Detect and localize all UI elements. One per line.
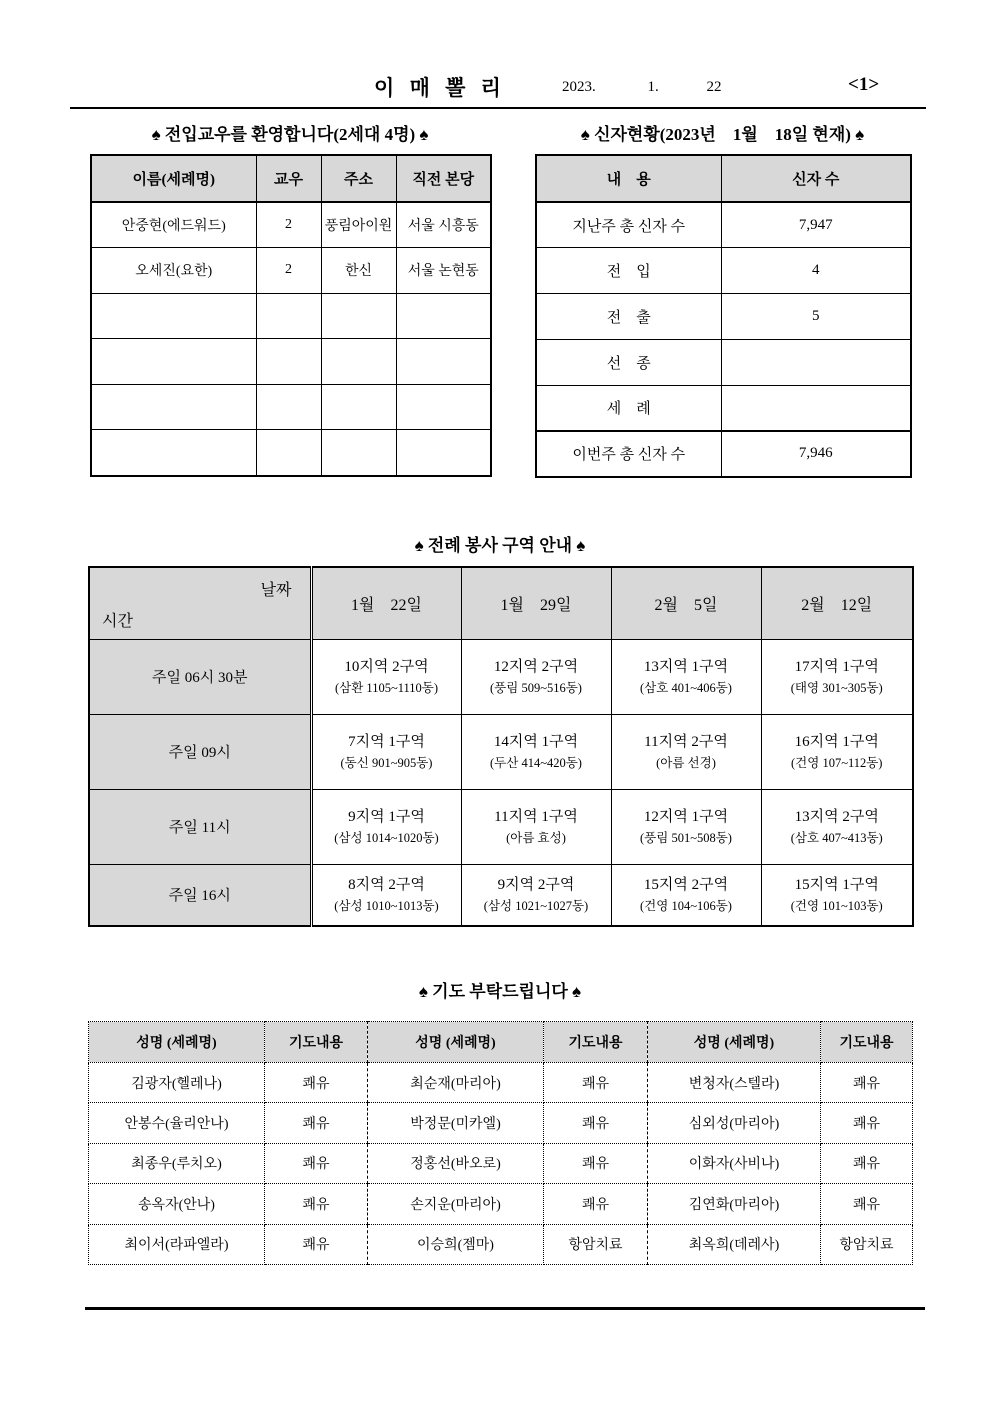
prayer-cell: 쾌유	[265, 1184, 368, 1224]
welcome-row	[91, 248, 491, 294]
liturgy-zone-cell	[761, 639, 913, 714]
prayer-cell: 손지운(마리아)	[368, 1184, 544, 1224]
welcome-row	[91, 339, 491, 385]
liturgy-row	[89, 639, 913, 714]
liturgy-zone-cell	[311, 789, 461, 864]
liturgy-zone-cell	[761, 714, 913, 789]
welcome-row	[91, 202, 491, 248]
welcome-cell: 풍림아이원	[321, 202, 396, 248]
welcome-header-row	[91, 155, 491, 202]
welcome-cell	[321, 384, 396, 430]
welcome-cell: 한신	[321, 248, 396, 294]
status-cell	[721, 339, 911, 385]
status-cell: 이번주 총 신자 수	[536, 431, 721, 477]
prayer-cell: 쾌유	[265, 1103, 368, 1143]
liturgy-zone-cell	[611, 714, 761, 789]
status-cell: 지난주 총 신자 수	[536, 202, 721, 248]
prayer-table-head	[89, 1022, 913, 1063]
prayer-cell: 쾌유	[544, 1143, 648, 1183]
welcome-cell: 서울 시흥동	[396, 202, 491, 248]
prayer-header-row	[89, 1022, 913, 1063]
zone-detail: (건영 101~103동)	[790, 898, 883, 913]
liturgy-date-cell: 1월 22일	[311, 567, 461, 639]
liturgy-zone-cell	[461, 789, 611, 864]
liturgy-zone-cell	[761, 789, 913, 864]
welcome-cell: 2	[256, 248, 321, 294]
liturgy-table	[88, 566, 914, 927]
prayer-header-cell: 성명 (세례명)	[89, 1022, 265, 1063]
status-row	[536, 294, 911, 340]
welcome-cell: 2	[256, 202, 321, 248]
page-number: <1>	[848, 74, 880, 95]
zone-label: 7지역 1구역	[348, 733, 425, 750]
liturgy-time-cell: 주일 06시 30분	[89, 639, 311, 714]
header-divider	[70, 107, 926, 109]
zone-detail: (삼성 1010~1013동)	[334, 898, 439, 913]
welcome-cell	[396, 384, 491, 430]
prayer-cell: 송옥자(안나)	[89, 1184, 265, 1224]
status-header-cell: 신자 수	[721, 155, 911, 202]
liturgy-zone-cell	[761, 864, 913, 926]
zone-label: 9지역 2구역	[497, 876, 575, 893]
liturgy-zone-cell	[311, 864, 461, 926]
prayer-row	[89, 1184, 913, 1224]
liturgy-table-body	[89, 639, 913, 926]
liturgy-zone-cell	[311, 639, 461, 714]
welcome-header-cell: 교우	[256, 155, 321, 202]
welcome-cell	[396, 293, 491, 339]
page-title: 이 매 뽈 리	[374, 76, 506, 100]
liturgy-zone-cell	[311, 714, 461, 789]
prayer-cell: 쾌유	[265, 1224, 368, 1264]
status-row	[536, 202, 911, 248]
welcome-cell	[256, 430, 321, 476]
zone-label: 16지역 1구역	[794, 733, 879, 750]
status-cell: 7,947	[721, 202, 911, 248]
welcome-header-cell: 직전 본당	[396, 155, 491, 202]
zone-detail: (건영 107~112동)	[791, 755, 883, 770]
welcome-cell	[91, 339, 256, 385]
liturgy-header-row	[89, 567, 913, 639]
status-header-cell: 내 용	[536, 155, 721, 202]
prayer-row	[89, 1143, 913, 1183]
prayer-header-cell: 기도내용	[544, 1022, 648, 1063]
liturgy-row	[89, 789, 913, 864]
liturgy-zone-cell	[461, 639, 611, 714]
zone-label: 14지역 1구역	[493, 733, 579, 750]
prayer-cell: 쾌유	[544, 1184, 648, 1224]
welcome-header-cell: 이름(세례명)	[91, 155, 256, 202]
welcome-cell	[396, 339, 491, 385]
welcome-row	[91, 384, 491, 430]
welcome-cell: 오세진(요한)	[91, 248, 256, 294]
prayer-cell: 쾌유	[265, 1143, 368, 1183]
zone-detail: (풍림 501~508동)	[640, 830, 732, 845]
liturgy-date-cell: 2월 12일	[761, 567, 913, 639]
zone-detail: (아름 선경)	[656, 755, 716, 770]
status-cell	[721, 385, 911, 431]
liturgy-zone-cell	[461, 714, 611, 789]
date-day: 22	[706, 79, 722, 95]
liturgy-time-cell: 주일 09시	[89, 714, 311, 789]
welcome-cell	[91, 430, 256, 476]
liturgy-zone-cell	[611, 789, 761, 864]
welcome-header-cell: 주소	[321, 155, 396, 202]
zone-detail: (건영 104~106동)	[640, 898, 732, 913]
welcome-table-head	[91, 155, 491, 202]
welcome-cell: 안중현(에드워드)	[91, 202, 256, 248]
zone-label: 12지역 2구역	[493, 658, 579, 675]
prayer-cell: 최옥희(데레사)	[648, 1224, 821, 1264]
status-table	[535, 154, 912, 478]
welcome-cell	[91, 293, 256, 339]
prayer-table	[88, 1021, 913, 1265]
prayer-cell: 쾌유	[544, 1063, 648, 1103]
prayer-cell: 쾌유	[821, 1143, 913, 1183]
welcome-cell	[321, 339, 396, 385]
status-row	[536, 248, 911, 294]
prayer-row	[89, 1103, 913, 1143]
zone-label: 15지역 1구역	[794, 876, 879, 893]
zone-detail: (삼환 1105~1110동)	[334, 680, 439, 695]
prayer-cell: 최이서(라파엘라)	[89, 1224, 265, 1264]
liturgy-section-title: ♠ 전례 봉사 구역 안내 ♠	[414, 536, 586, 555]
date-year: 2023.	[562, 79, 596, 95]
welcome-table-body	[91, 202, 491, 476]
zone-detail: (삼성 1014~1020동)	[334, 830, 439, 845]
prayer-cell: 쾌유	[544, 1103, 648, 1143]
welcome-cell	[396, 430, 491, 476]
prayer-cell: 쾌유	[821, 1184, 913, 1224]
zone-detail: (아름 효성)	[506, 830, 566, 845]
liturgy-corner-cell	[89, 567, 311, 639]
prayer-cell: 쾌유	[821, 1103, 913, 1143]
zone-label: 12지역 1구역	[643, 808, 729, 825]
prayer-cell: 최종우(루치오)	[89, 1143, 265, 1183]
prayer-table-body	[89, 1063, 913, 1265]
prayer-cell: 항암치료	[821, 1224, 913, 1264]
zone-label: 13지역 1구역	[643, 658, 729, 675]
zone-label: 11지역 1구역	[494, 808, 578, 825]
liturgy-row	[89, 714, 913, 789]
prayer-header-cell: 기도내용	[265, 1022, 368, 1063]
prayer-cell: 이승희(젬마)	[368, 1224, 544, 1264]
welcome-table	[90, 154, 492, 477]
status-table-body	[536, 202, 911, 477]
prayer-header-cell: 기도내용	[821, 1022, 913, 1063]
welcome-cell	[321, 430, 396, 476]
status-cell: 선 종	[536, 339, 721, 385]
welcome-cell	[256, 384, 321, 430]
prayer-row	[89, 1063, 913, 1103]
status-header-row	[536, 155, 911, 202]
prayer-cell: 김광자(헬레나)	[89, 1063, 265, 1103]
prayer-cell: 항암치료	[544, 1224, 648, 1264]
status-cell: 세 례	[536, 385, 721, 431]
prayer-header-cell: 성명 (세례명)	[648, 1022, 821, 1063]
zone-label: 11지역 2구역	[644, 733, 728, 750]
liturgy-time-cell: 주일 16시	[89, 864, 311, 926]
footer-divider	[85, 1307, 925, 1310]
prayer-row	[89, 1224, 913, 1264]
prayer-cell: 정홍선(바오로)	[368, 1143, 544, 1183]
zone-label: 9지역 1구역	[348, 808, 425, 825]
zone-detail: (태영 301~305동)	[790, 680, 883, 695]
zone-detail: (동신 901~905동)	[340, 755, 433, 770]
welcome-cell	[256, 339, 321, 385]
liturgy-time-cell: 주일 11시	[89, 789, 311, 864]
zone-label: 8지역 2구역	[348, 876, 425, 893]
status-row	[536, 431, 911, 477]
status-row	[536, 385, 911, 431]
zone-detail: (풍림 509~516동)	[490, 680, 582, 695]
zone-label: 10지역 2구역	[344, 658, 429, 675]
status-cell: 7,946	[721, 431, 911, 477]
corner-time-label: 시간	[102, 612, 133, 630]
prayer-cell: 안봉수(율리안나)	[89, 1103, 265, 1143]
zone-detail: (삼호 401~406동)	[640, 680, 732, 695]
zone-label: 15지역 2구역	[643, 876, 729, 893]
zone-label: 17지역 1구역	[794, 658, 879, 675]
corner-date-label: 날짜	[260, 582, 292, 599]
status-row	[536, 339, 911, 385]
status-cell: 5	[721, 294, 911, 340]
zone-detail: (두산 414~420동)	[490, 755, 582, 770]
prayer-cell: 심외성(마리아)	[648, 1103, 821, 1143]
liturgy-date-cell: 1월 29일	[461, 567, 611, 639]
prayer-cell: 최순재(마리아)	[368, 1063, 544, 1103]
liturgy-table-head	[89, 567, 913, 639]
liturgy-row	[89, 864, 913, 926]
prayer-cell: 쾌유	[821, 1063, 913, 1103]
liturgy-date-cell: 2월 5일	[611, 567, 761, 639]
prayer-section-title: ♠ 기도 부탁드립니다 ♠	[418, 982, 582, 1001]
welcome-section-title: ♠ 전입교우를 환영합니다(2세대 4명) ♠	[151, 125, 429, 144]
status-cell: 4	[721, 248, 911, 294]
date-month: 1.	[647, 79, 659, 95]
welcome-cell: 서울 논현동	[396, 248, 491, 294]
zone-detail: (삼호 407~413동)	[790, 830, 883, 845]
header-date	[562, 79, 722, 96]
status-cell: 전 입	[536, 248, 721, 294]
zone-detail: (삼성 1021~1027동)	[483, 898, 589, 913]
prayer-cell: 김연화(마리아)	[648, 1184, 821, 1224]
welcome-cell	[321, 293, 396, 339]
welcome-cell	[91, 384, 256, 430]
welcome-row	[91, 430, 491, 476]
prayer-cell: 이화자(사비나)	[648, 1143, 821, 1183]
status-section-title: ♠ 신자현황(2023년 1월 18일 현재) ♠	[580, 125, 865, 144]
liturgy-zone-cell	[611, 639, 761, 714]
status-table-head	[536, 155, 911, 202]
prayer-cell: 변청자(스텔라)	[648, 1063, 821, 1103]
welcome-cell	[256, 293, 321, 339]
liturgy-zone-cell	[461, 864, 611, 926]
prayer-cell: 박정문(미카엘)	[368, 1103, 544, 1143]
zone-label: 13지역 2구역	[794, 808, 879, 825]
prayer-cell: 쾌유	[265, 1063, 368, 1103]
welcome-row	[91, 293, 491, 339]
status-cell: 전 출	[536, 294, 721, 340]
liturgy-zone-cell	[611, 864, 761, 926]
prayer-header-cell: 성명 (세례명)	[368, 1022, 544, 1063]
